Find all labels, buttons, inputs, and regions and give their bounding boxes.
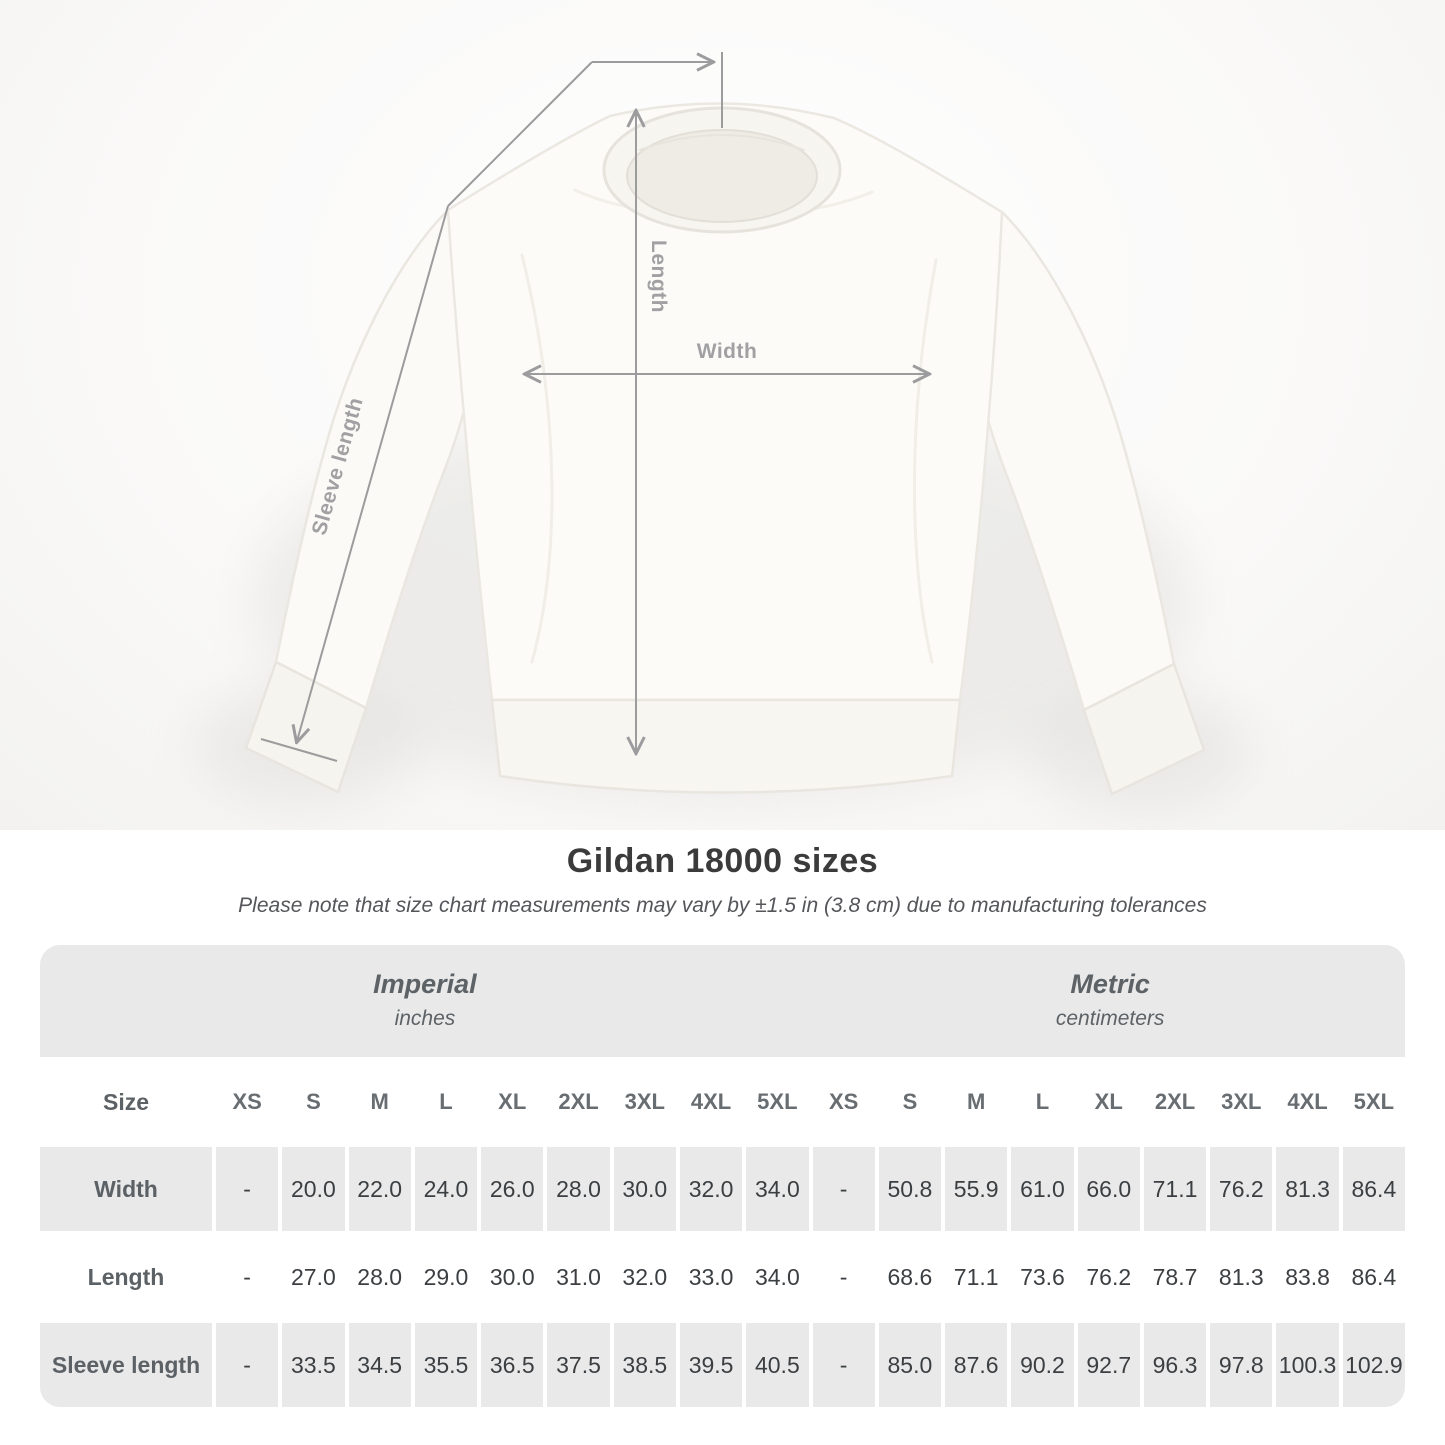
size-header-metric-5xl: 5XL	[1353, 1089, 1395, 1114]
measurement-cell: 34.0	[754, 1263, 800, 1290]
imperial-header-group	[215, 969, 635, 1031]
measurement-cell: -	[243, 1263, 251, 1290]
measurement-cell: 37.5	[547, 1323, 609, 1407]
measurement-cell: 73.6	[1020, 1263, 1065, 1290]
measurement-cell: 33.0	[688, 1263, 734, 1290]
measurement-cell: 31.0	[556, 1263, 601, 1290]
measurement-cell: 83.8	[1285, 1263, 1330, 1290]
measurement-cell: 102.9	[1343, 1323, 1405, 1407]
page-title: Gildan 18000 sizes	[566, 842, 879, 880]
measurement-cell: 36.5	[481, 1323, 543, 1407]
measurement-cell: 34.0	[746, 1147, 808, 1231]
imperial-header: Imperial	[373, 968, 477, 999]
measurement-cell: 81.3	[1276, 1147, 1338, 1231]
measurement-cell: 55.9	[945, 1147, 1007, 1231]
measurement-cell: 50.8	[879, 1147, 941, 1231]
measurement-cell: 78.7	[1152, 1263, 1198, 1290]
imperial-unit-label: inches	[394, 1006, 456, 1030]
row-label: Width	[40, 1147, 212, 1231]
size-header-imperial-xl: XL	[498, 1089, 527, 1114]
measurement-cell: -	[216, 1323, 278, 1407]
measurement-cell: 92.7	[1078, 1323, 1140, 1407]
measurement-cell: 86.4	[1343, 1147, 1405, 1231]
size-header-imperial-5xl: 5XL	[757, 1089, 798, 1114]
measurement-cell: 39.5	[680, 1323, 742, 1407]
size-header-metric-l: L	[1035, 1089, 1050, 1114]
size-header-imperial-xs: XS	[232, 1089, 262, 1114]
metric-header: Metric	[1070, 968, 1150, 999]
collar-inner	[627, 130, 817, 222]
hem-band	[492, 700, 960, 793]
measurement-cell: 30.0	[614, 1147, 676, 1231]
measurement-cell: 28.0	[357, 1263, 403, 1290]
metric-unit-label: centimeters	[1055, 1006, 1165, 1030]
measurement-cell: 24.0	[415, 1147, 477, 1231]
width-label: Width	[696, 340, 758, 363]
measurement-cell: 29.0	[423, 1263, 469, 1290]
measurement-cell: 96.3	[1144, 1323, 1206, 1407]
measurement-cell: 76.2	[1210, 1147, 1272, 1231]
sleeve-length-label: Sleeve length	[307, 394, 368, 538]
measurement-cell: 97.8	[1210, 1323, 1272, 1407]
measurement-cell: 68.6	[887, 1263, 933, 1290]
measurement-cell: 32.0	[680, 1147, 742, 1231]
measurement-cell: 20.0	[282, 1147, 344, 1231]
measurement-cell: 38.5	[614, 1323, 676, 1407]
size-header-imperial-m: M	[370, 1089, 389, 1114]
measurement-cell: 66.0	[1078, 1147, 1140, 1231]
measurement-cell: 28.0	[547, 1147, 609, 1231]
size-header-metric-xl: XL	[1094, 1089, 1123, 1114]
tolerance-note: Please note that size chart measurements may vary by ±1.5 in (3.8 cm) due to manufacturing tolerances	[238, 894, 1207, 917]
measurement-cell: 90.2	[1011, 1323, 1073, 1407]
size-header-metric-xs: XS	[828, 1089, 859, 1114]
size-header-metric-m: M	[967, 1089, 986, 1114]
measurement-cell: 86.4	[1351, 1263, 1397, 1290]
length-label: Length	[647, 240, 670, 313]
size-header-imperial-4xl: 4XL	[690, 1089, 732, 1114]
measurement-cell: 35.5	[415, 1323, 477, 1407]
size-header-metric-s: S	[902, 1089, 918, 1114]
size-header-metric-2xl: 2XL	[1154, 1089, 1196, 1114]
measurement-cell: 26.0	[481, 1147, 543, 1231]
size-column-header: Size	[102, 1088, 150, 1115]
measurement-cell: 34.5	[349, 1323, 411, 1407]
measurement-cell: 100.3	[1276, 1323, 1338, 1407]
measurement-cell: 71.1	[953, 1263, 999, 1290]
measurement-cell: 71.1	[1144, 1147, 1206, 1231]
row-label: Length	[87, 1263, 165, 1290]
measurement-cell: 32.0	[622, 1263, 668, 1290]
size-header-imperial-l: L	[439, 1089, 453, 1114]
units-header-band	[40, 945, 1405, 1057]
metric-header-group	[900, 969, 1320, 1031]
measurement-cell: 85.0	[879, 1323, 941, 1407]
measurement-cell: 33.5	[282, 1323, 344, 1407]
measurement-cell: 87.6	[945, 1323, 1007, 1407]
size-header-metric-4xl: 4XL	[1287, 1089, 1328, 1114]
measurement-cell: -	[216, 1147, 278, 1231]
size-header-metric-3xl: 3XL	[1221, 1089, 1262, 1114]
measurement-cell: -	[813, 1323, 875, 1407]
size-header-imperial-2xl: 2XL	[558, 1089, 599, 1114]
measurement-cell: 30.0	[489, 1263, 535, 1290]
measurement-cell: 22.0	[349, 1147, 411, 1231]
measurement-cell: 81.3	[1218, 1263, 1264, 1290]
size-header-imperial-s: S	[306, 1089, 321, 1114]
measurement-cell: 61.0	[1011, 1147, 1073, 1231]
measurement-cell: 76.2	[1086, 1263, 1132, 1290]
measurement-cell: -	[839, 1263, 848, 1290]
row-label: Sleeve length	[40, 1323, 212, 1407]
size-chart-table	[40, 945, 1405, 1407]
measurement-cell: 40.5	[746, 1323, 808, 1407]
measurement-cell: -	[813, 1147, 875, 1231]
measurement-cell: 27.0	[291, 1263, 336, 1290]
size-header-imperial-3xl: 3XL	[624, 1089, 665, 1114]
